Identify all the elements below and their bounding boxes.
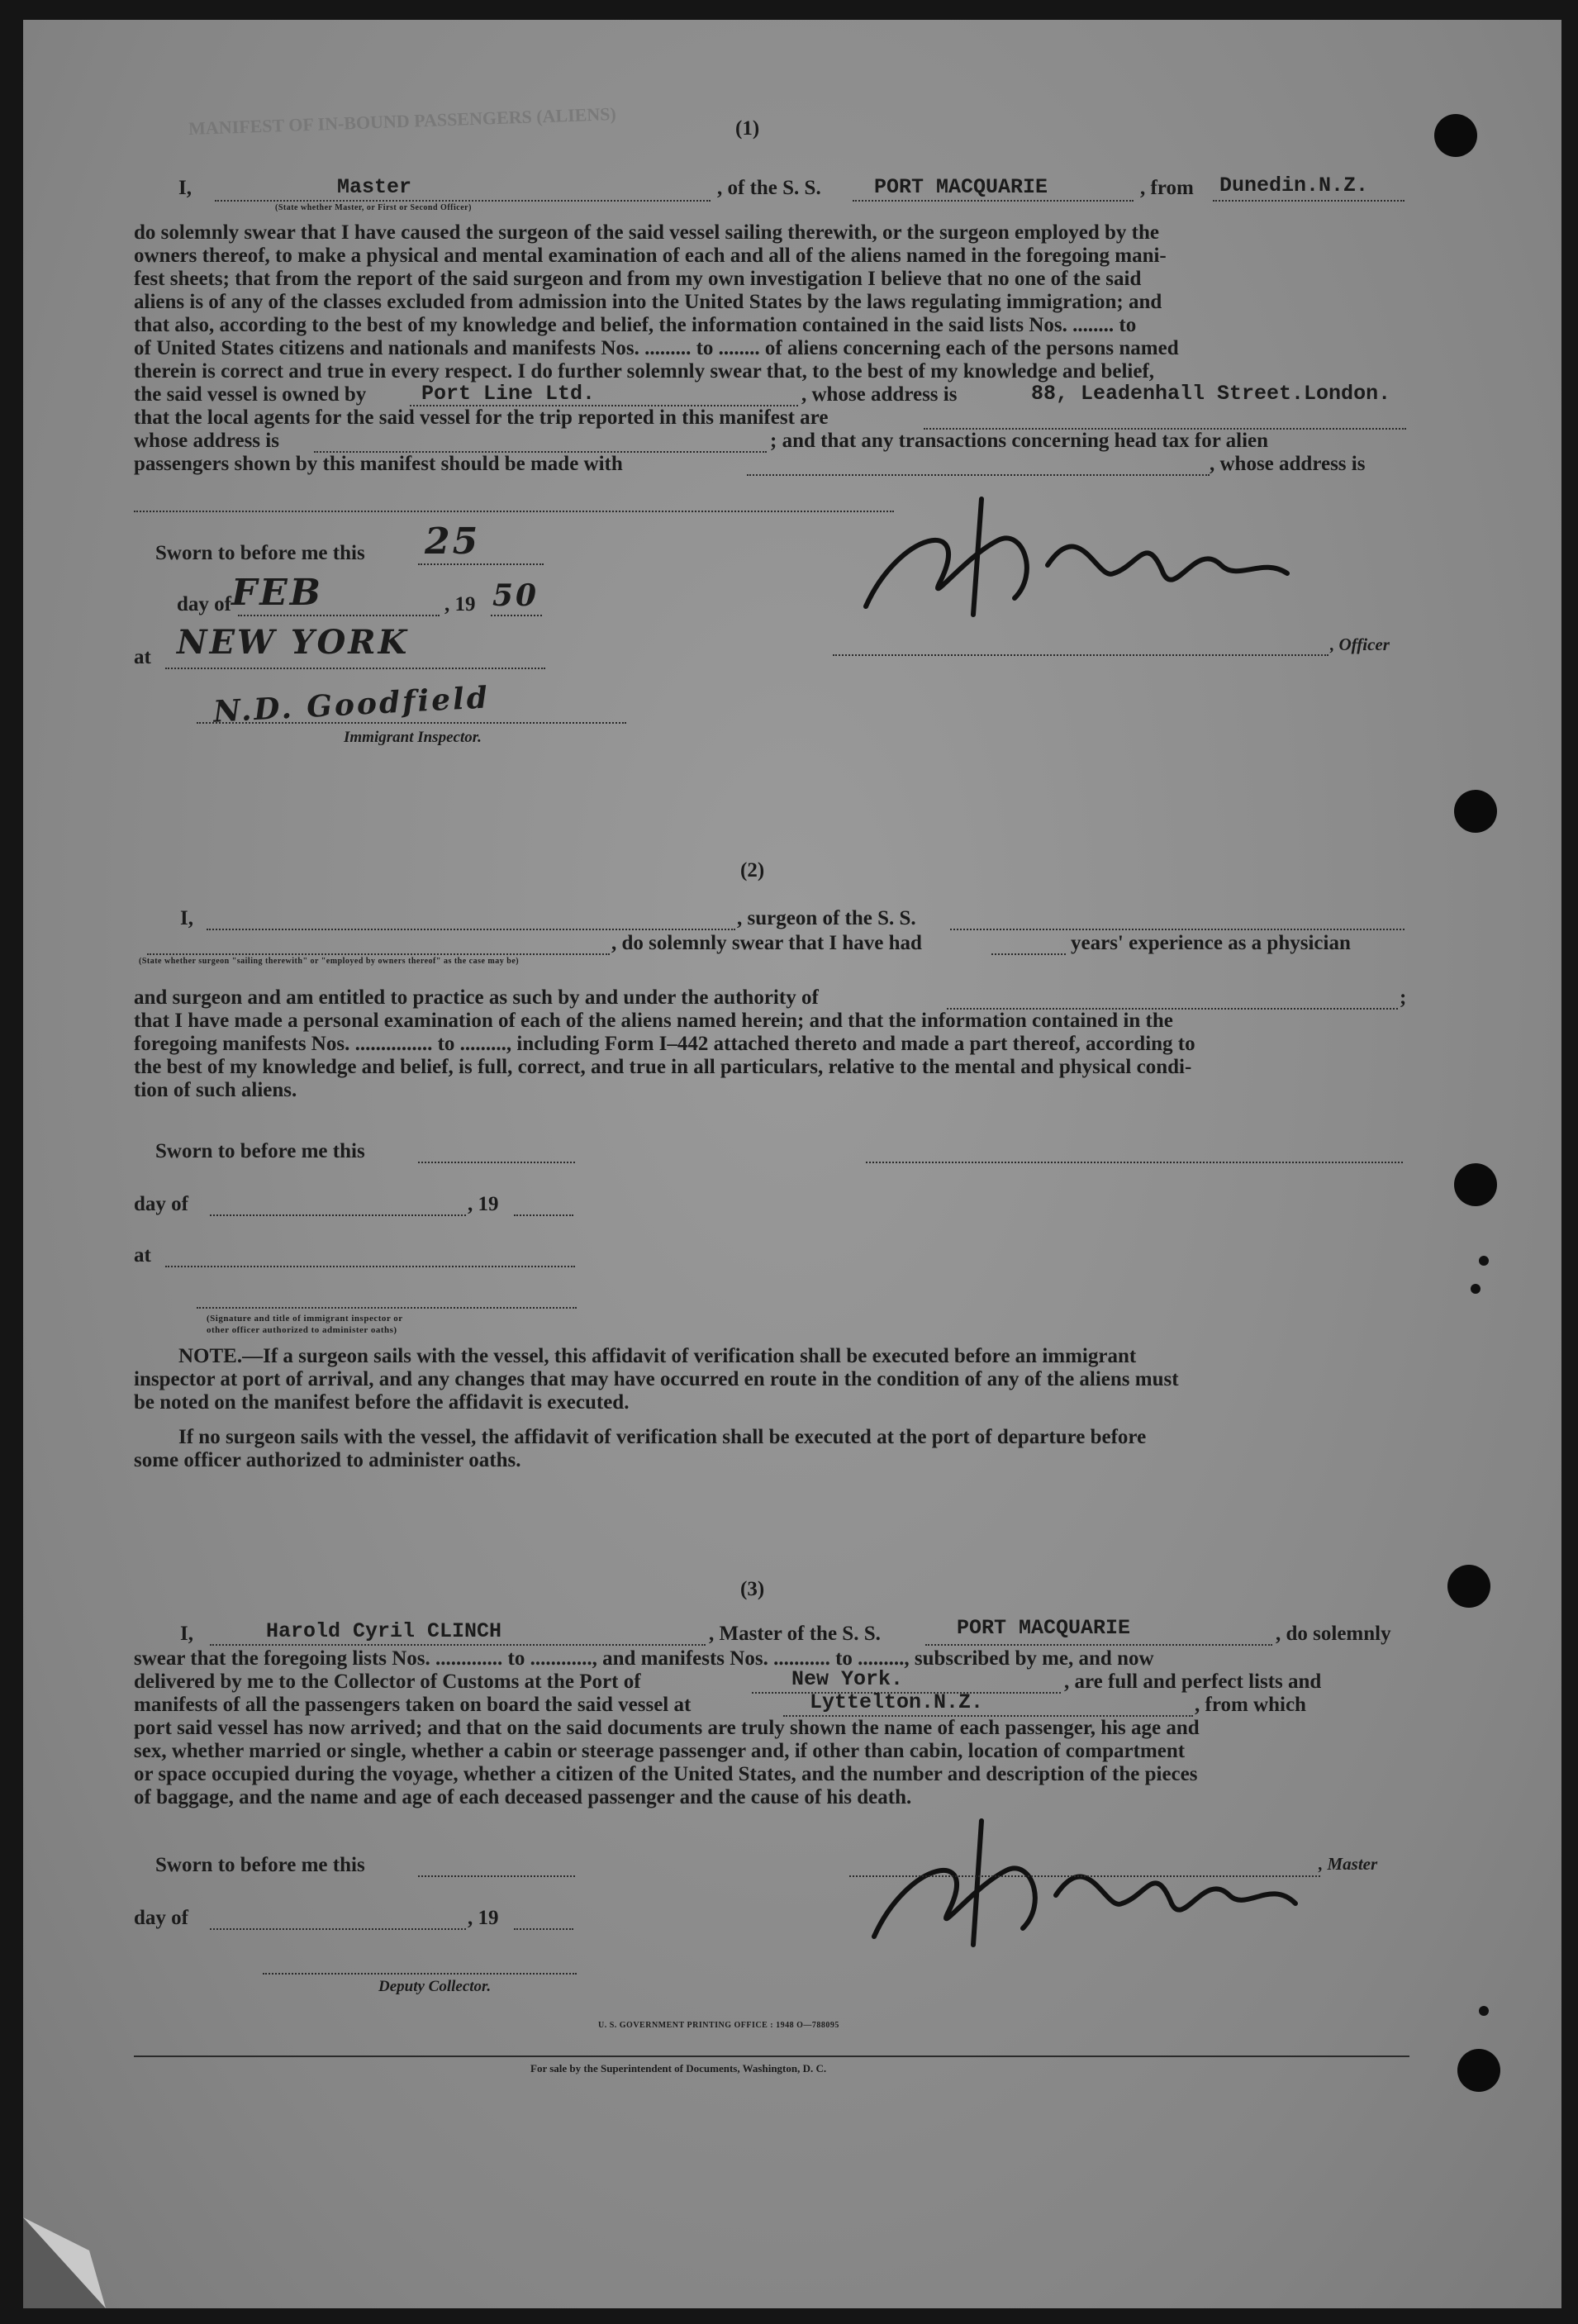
footer-gpo: U. S. GOVERNMENT PRINTING OFFICE : 1948 O—788095 (598, 2021, 839, 2030)
s1-officer-signature-scribble (849, 482, 1295, 631)
s1-para-line-7: therein is correct and true in every respect. I do further solemnly swear that, to the best of my knowledge and belief, (134, 360, 1155, 383)
s2-note-line-4: If no surgeon sails with the vessel, the affidavit of verification shall be executed at the port of departure before (178, 1426, 1147, 1448)
section-2-number: (2) (740, 859, 765, 882)
s3-master-signature-scribble (858, 1796, 1304, 1961)
s3-master-label: , Master (1319, 1854, 1378, 1874)
s1-para-line-2: owners thereof, to make a physical and mental examination of each and all of the aliens named in the foregoing mani- (134, 245, 1167, 267)
s1-owner: Port Line Ltd. (421, 382, 596, 406)
s2-sig-note-1: (Signature and title of immigrant inspector or (207, 1314, 403, 1324)
s1-port: Dunedin.N.Z. (1219, 173, 1369, 197)
s1-para-line-6: of United States citizens and nationals and manifests Nos. ......... to ........ of aliens concerning each of the persons named (134, 337, 1179, 359)
s1-year-prefix: , 19 (444, 593, 476, 615)
s1-transactions-address: , whose address is (1210, 453, 1366, 475)
s1-year-suffix: 50 (492, 578, 539, 613)
binder-hole (1454, 790, 1497, 833)
s3-sworn-label: Sworn to before me this (155, 1854, 365, 1876)
binder-hole (1454, 1163, 1497, 1206)
s3-deputy-collector: Deputy Collector. (378, 1978, 492, 1995)
s2-note-line-3: be noted on the manifest before the affidavit is executed. (134, 1391, 630, 1414)
s1-inspector-signature: N.D. Goodfield (212, 680, 491, 730)
s1-sworn-label: Sworn to before me this (155, 542, 365, 564)
s2-para-line-3: foregoing manifests Nos. ............... to ........., including Form I–442 attached thereto and made a part thereof, according to (134, 1033, 1195, 1055)
footer-sale: For sale by the Superintendent of Documents, Washington, D. C. (530, 2062, 827, 2074)
s2-i: I, (180, 907, 193, 929)
faded-header: MANIFEST OF IN-BOUND PASSENGERS (ALIENS) (188, 102, 617, 140)
s3-full-perfect: , are full and perfect lists and (1064, 1671, 1322, 1693)
s3-master-of: , Master of the S. S. (709, 1623, 881, 1645)
s3-do-solemnly: , do solemnly (1276, 1623, 1391, 1645)
s2-year-prefix: , 19 (468, 1193, 499, 1215)
s1-para-line-4: aliens is of any of the classes excluded from admission into the United States by the laws regulating immigration; and (134, 291, 1162, 313)
binder-hole (1434, 114, 1477, 157)
s1-whose-address: , whose address is (801, 383, 958, 406)
s3-para-line-6: sex, whether married or single, whether a cabin or steerage passenger and, if other than cabin, location of compartment (134, 1740, 1186, 1762)
s3-para-line-7: or space occupied during the voyage, whether a citizen of the United States, and the number and description of the pieces (134, 1763, 1198, 1785)
s2-note-line-1: NOTE.—If a surgeon sails with the vessel, this affidavit of verification shall be executed before an immigrant (178, 1345, 1137, 1367)
s1-para-line-3: fest sheets; that from the report of the said surgeon and from my own investigation I believe that no one of the said (134, 268, 1142, 290)
s2-note-line-5: some officer authorized to administer oaths. (134, 1449, 521, 1471)
s1-inspector-label: Immigrant Inspector. (344, 729, 482, 746)
s3-para-line-5: port said vessel has now arrived; and that on the said documents are truly shown the name of each passenger, his age and (134, 1717, 1200, 1739)
s1-note-under: (State whether Master, or First or Second Officer) (275, 203, 472, 212)
s1-para-line-1: do solemnly swear that I have caused the surgeon of the said vessel sailing therewith, or the surgeon employed by the (134, 221, 1159, 244)
s1-of-ss: , of the S. S. (717, 177, 821, 199)
s3-para-line-8: of baggage, and the name and age of each deceased passenger and the cause of his death. (134, 1786, 912, 1808)
s1-ship: PORT MACQUARIE (874, 175, 1048, 199)
s1-transactions: passengers shown by this manifest should be made with (134, 453, 623, 475)
s1-place: NEW YORK (177, 623, 410, 662)
s3-master-name: Harold Cyril CLINCH (266, 1619, 502, 1643)
s3-para-line-2: swear that the foregoing lists Nos. ............. to ............, and manifests Nos. ........... to ........., subscribed by me, and now (134, 1647, 1154, 1670)
s1-at-label: at (134, 646, 151, 668)
s3-year-prefix: , 19 (468, 1907, 499, 1929)
s1-rank: Master (337, 175, 412, 199)
s1-agent-address: whose address is (134, 430, 279, 452)
s2-para-line-2: that I have made a personal examination of each of the aliens named herein; and that the information contained in the (134, 1010, 1173, 1032)
folded-corner (23, 2201, 139, 2308)
s1-owner-address: 88, Leadenhall Street.London. (1031, 382, 1391, 406)
s3-port-arrival: New York. (791, 1667, 904, 1691)
s2-solemnly-swear: , do solemnly swear that I have had (611, 932, 922, 954)
s1-sworn-day: 25 (425, 520, 481, 563)
binder-dot (1479, 2006, 1489, 2016)
s2-years-experience: years' experience as a physician (1071, 932, 1351, 954)
s2-day-of-label: day of (134, 1193, 188, 1215)
s1-owned-by: the said vessel is owned by (134, 383, 367, 406)
s3-taken-on-board: manifests of all the passengers taken on board the said vessel at (134, 1694, 692, 1716)
binder-dot (1471, 1284, 1481, 1294)
s3-ship: PORT MACQUARIE (957, 1616, 1131, 1640)
s1-officer-label: , Officer (1330, 634, 1390, 654)
s2-para-line-4: the best of my knowledge and belief, is full, correct, and true in all particulars, relative to the mental and physical condi- (134, 1056, 1192, 1078)
section-1-number: (1) (735, 117, 760, 140)
s1-head-tax: ; and that any transactions concerning head tax for alien (770, 430, 1269, 452)
s1-para-line-5: that also, according to the best of my knowledge and belief, the information contained in the said lists Nos. ........ to (134, 314, 1137, 336)
s3-port-depart: Lyttelton.N.Z. (810, 1690, 984, 1714)
s2-note-line-2: inspector at port of arrival, and any changes that may have occurred en route in the condition of any of the aliens must (134, 1368, 1179, 1390)
s1-from: , from (1140, 177, 1194, 199)
s3-delivered: delivered by me to the Collector of Customs at the Port of (134, 1671, 641, 1693)
s3-day-of-label: day of (134, 1907, 188, 1929)
manifest-page (23, 20, 1561, 2308)
s2-para-line-1: and surgeon and am entitled to practice as such by and under the authority of (134, 986, 819, 1009)
s2-surgeon-of: , surgeon of the S. S. (737, 907, 916, 929)
section-3-number: (3) (740, 1578, 765, 1600)
s2-sworn-label: Sworn to before me this (155, 1140, 365, 1162)
binder-dot (1479, 1256, 1489, 1266)
s2-note-under: (State whether surgeon "sailing therewith" or "employed by owners thereof" as the case may be) (139, 957, 520, 966)
binder-hole (1457, 2049, 1500, 2092)
s2-semicolon: ; (1400, 986, 1407, 1009)
s1-month: FEB (231, 572, 323, 614)
s1-agents: that the local agents for the said vessel for the trip reported in this manifest are (134, 406, 829, 429)
s1-day-of-label: day of (177, 593, 231, 615)
s2-para-line-5: tion of such aliens. (134, 1079, 297, 1101)
binder-hole (1447, 1565, 1490, 1608)
s3-i: I, (180, 1623, 193, 1645)
s1-i: I, (178, 177, 192, 199)
s3-from-which: , from which (1195, 1694, 1306, 1716)
s2-sig-note-2: other officer authorized to administer oaths) (207, 1325, 397, 1335)
s2-at-label: at (134, 1244, 151, 1267)
